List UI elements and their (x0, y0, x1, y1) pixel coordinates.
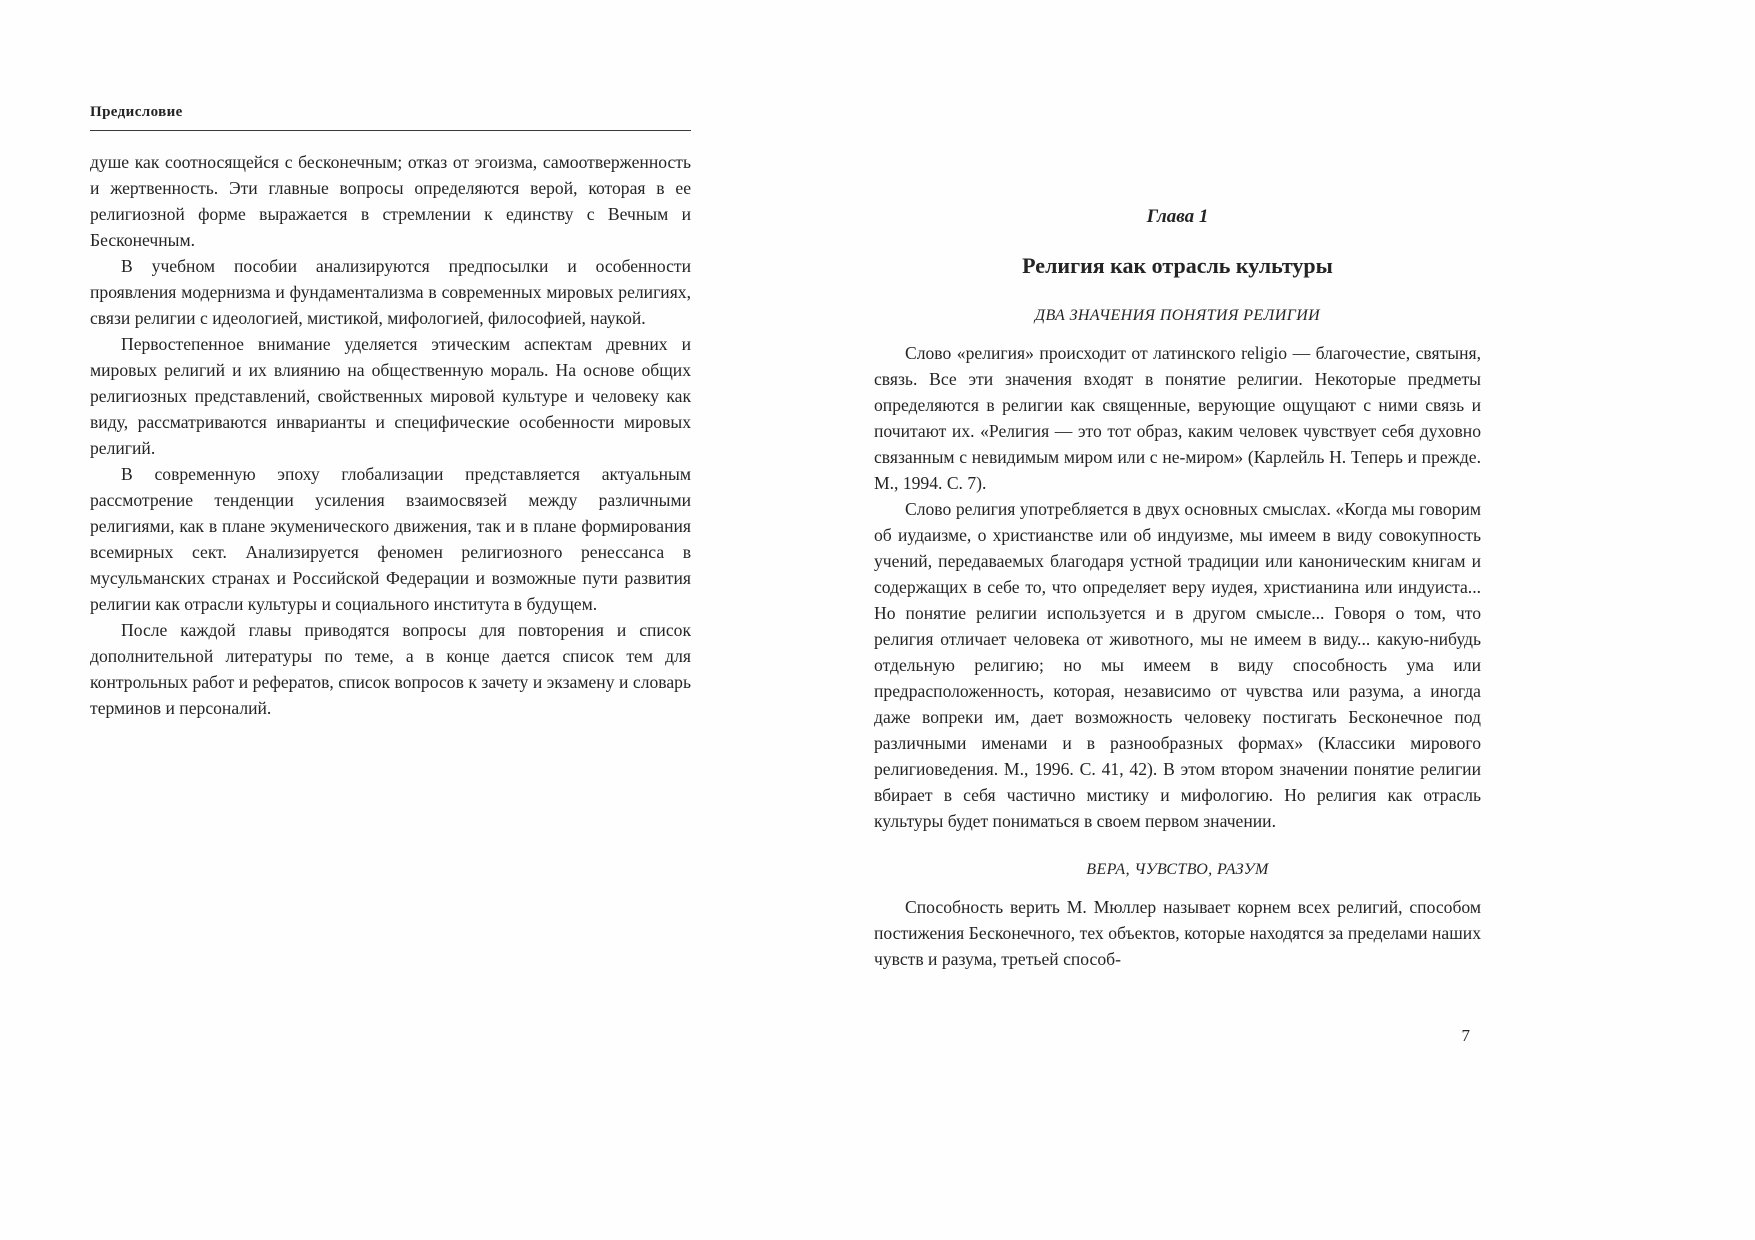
chapter-title: Религия как отрасль культуры (1022, 253, 1333, 278)
section-heading: ВЕРА, ЧУВСТВО, РАЗУМ (1086, 861, 1269, 878)
page-right (874, 205, 1481, 972)
paragraph: душе как соотносящейся с бесконечным; отказ от эгоизма, самоотверженность и жертвенность. Эти главные вопросы определяются верой, которая в ее религиозной форме выражается в стремлении к единству с Вечным и Бесконечным. (90, 152, 691, 250)
chapter-label: Глава 1 (1146, 206, 1209, 227)
paragraph: Слово «религия» происходит от латинского religio — благочестие, святыня, связь. Все эти значения входят в понятие религии. Некоторые предметы определяются в религии как священные, верующие ощущают с ними связь и почитают их. «Религия — это тот образ, каким человек чувствует себя духовно связанным с невидимым миром или с не-миром» (Карлейль Н. Теперь и прежде. М., 1994. С. 7). (874, 343, 1481, 493)
paragraph: После каждой главы приводятся вопросы для повторения и список дополнительной литературы по теме, а в конце дается список тем для контрольных работ и рефератов, список вопросов к зачету и экзамену и словарь терминов и персоналий. (90, 620, 691, 718)
running-header: Предисловие (90, 104, 691, 131)
paragraph: В учебном пособии анализируются предпосылки и особенности проявления модернизма и фундаментализма в современных мировых религиях, связи религии с идеологией, мистикой, мифологией, философией, наукой. (90, 256, 691, 328)
section-heading: ДВА ЗНАЧЕНИЯ ПОНЯТИЯ РЕЛИГИИ (1034, 307, 1321, 324)
paragraph: Способность верить М. Мюллер называет корнем всех религий, способом постижения Бесконечного, тех объектов, которые находятся за пределами наших чувств и разума, третьей способ- (874, 897, 1481, 969)
paragraph: Слово религия употребляется в двух основных смыслах. «Когда мы говорим об иудаизме, о христианстве или об индуизме, мы имеем в виду совокупность учений, передаваемых благодаря устной традиции или каноническим книгам и содержащих в себе то, что определяет веру иудея, христианина или индуиста... Но понятие религии используется и в другом смысле... Говоря о том, что религия отличает человека от животного, мы не имеем в виду... какую-нибудь отдельную религию; но мы имеем в виду способность ума или предрасположенность, которая, независимо от чувства или разума, а иногда даже вопреки им, дает возможность человеку постигать Бесконечное под различными именами и в разнообразных формах» (Классики мирового религиоведения. М., 1996. С. 41, 42). В этом втором значении понятие религии вбирает в себя частично мистику и мифологию. Но религия как отрасль культуры будет пониматься в своем первом значении. (874, 499, 1481, 831)
page-left (90, 104, 691, 721)
page-number: 7 (1461, 1026, 1470, 1045)
left-page-body (90, 149, 691, 721)
paragraph: В современную эпоху глобализации представляется актуальным рассмотрение тенденции усиления взаимосвязей между различными религиями, как в плане экуменического движения, так и в плане формирования всемирных сект. Анализируется феномен религиозного ренессанса в мусульманских странах и Российской Федерации и возможные пути развития религии как отрасли культуры и социального института в будущем. (90, 464, 691, 614)
paragraph: Первостепенное внимание уделяется этическим аспектам древних и мировых религий и их влиянию на общественную мораль. На основе общих религиозных представлений, свойственных мировой культуре и человеку как виду, рассматриваются инварианты и специфические особенности мировых религий. (90, 334, 691, 458)
